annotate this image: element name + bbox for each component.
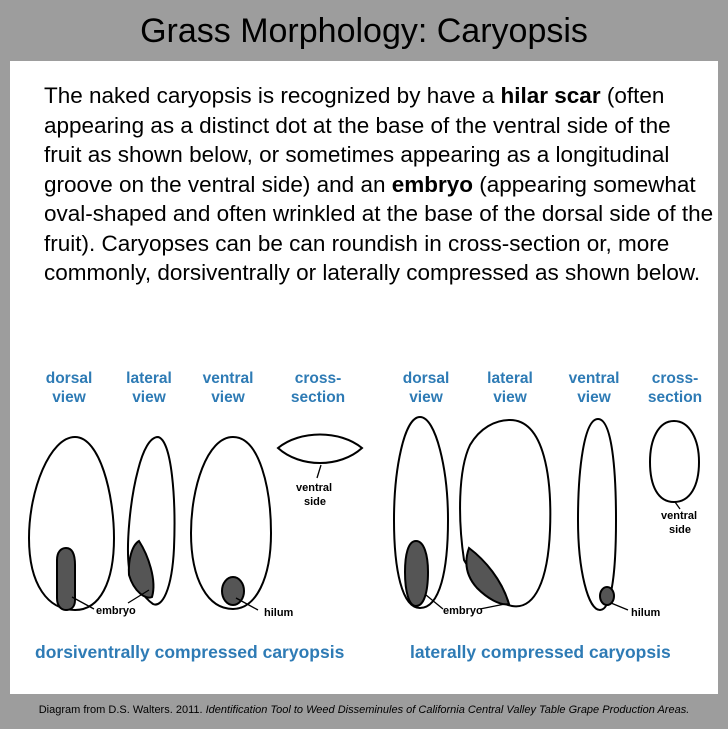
dv-hilum-label: hilum <box>264 607 294 619</box>
intro-text-3: (appearing somewhat oval-shaped and often wrinkled at the base of the dorsal side of the fruit). Caryopses can be can roundish in cross-section or, more commonly, dorsiventrally or laterally compressed as shown below. <box>44 171 714 285</box>
dv-ventral-side-label-2: side <box>304 496 327 508</box>
label-dorsal-view-1: dorsal view <box>45 370 93 406</box>
label-ventral-view-1: ventral view <box>202 370 254 406</box>
label-dorsal-view-2: dorsal view <box>402 370 450 406</box>
dv-embryo-label: embryo <box>96 605 136 617</box>
image-credit <box>0 704 728 716</box>
lc-embryo-leader <box>426 595 443 609</box>
dv-lateral-embryo <box>129 541 154 598</box>
intro-text-1: The naked caryopsis is recognized by have a <box>44 83 501 108</box>
term-embryo: embryo <box>391 171 474 197</box>
label-lateral-view-2: lateral view <box>487 370 533 406</box>
lc-embryo-leader-lateral <box>480 604 505 609</box>
label-ventral-view-2: ventral view <box>568 370 620 406</box>
lc-ventral-hilum <box>600 587 614 605</box>
lc-cross-section-outline <box>650 421 699 502</box>
page-title: Grass Morphology: Caryopsis <box>140 12 588 50</box>
intro-text-2: (often appearing as a distinct dot at the base of the ventral side of the fruit as shown below, or sometimes appearing as a longitudinal groove on the ventral side) and an <box>44 83 671 197</box>
dv-ventral-side-leader <box>317 465 321 478</box>
term-hilar-scar: hilar scar <box>500 83 601 108</box>
lc-lateral-embryo <box>466 548 509 604</box>
lc-ventral-side-label-2: side <box>669 524 692 536</box>
lc-ventral-side-leader <box>675 502 680 509</box>
lc-hilum-leader <box>611 603 628 610</box>
dv-cross-section-outline <box>278 435 362 464</box>
credit-title: Identification Tool to Weed Disseminules of California Central Valley Table Grape Production Areas. <box>205 704 690 716</box>
label-lateral-view-1: lateral view <box>126 370 172 406</box>
caption-dorsiventrally-compressed: dorsiventrally compressed caryopsis <box>35 642 345 662</box>
lc-ventral-side-label-1: ventral <box>661 510 698 522</box>
dv-ventral-side-label-1: ventral <box>296 482 333 494</box>
lc-dorsal-embryo <box>405 541 428 606</box>
lc-hilum-label: hilum <box>631 607 661 619</box>
label-cross-section-2: cross- section <box>647 370 703 406</box>
label-cross-section-1: cross- section <box>290 370 346 406</box>
lc-embryo-label: embryo <box>443 605 483 617</box>
dv-dorsal-embryo <box>57 548 75 610</box>
lc-ventral-view-outline <box>578 419 616 610</box>
credit-prefix: Diagram from D.S. Walters. 2011. <box>38 704 206 716</box>
caption-laterally-compressed: laterally compressed caryopsis <box>410 642 671 662</box>
